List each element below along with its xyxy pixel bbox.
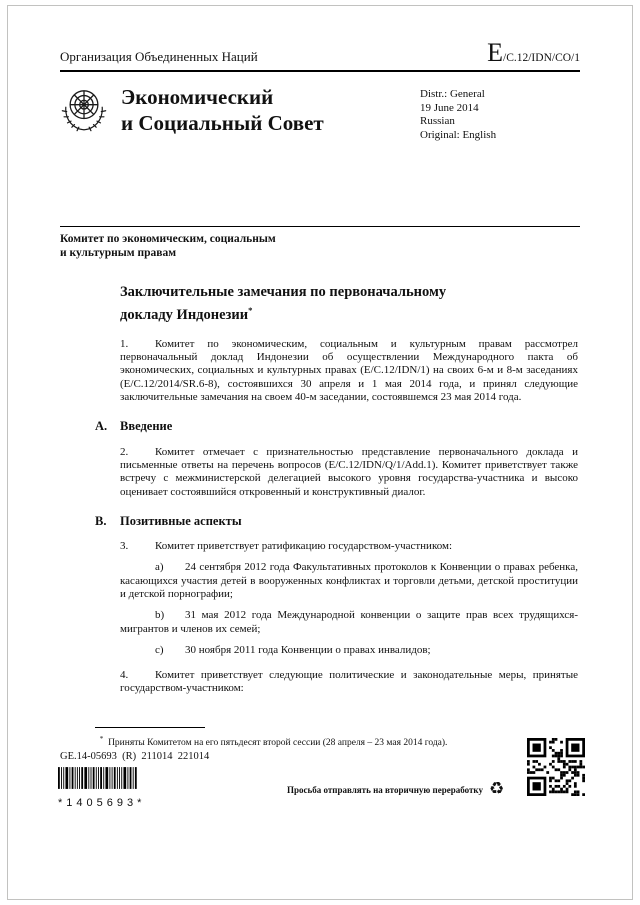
- paragraph-1-number: 1.: [120, 337, 129, 350]
- subparagraph-c-marker: c): [155, 643, 164, 656]
- subparagraph-a-marker: a): [155, 561, 164, 574]
- paragraph-2-number: 2.: [120, 445, 129, 458]
- footnote-text: Приняты Комитетом на его пятьдесят второй сессии (28 апреля – 23 мая 2014 года).: [108, 738, 448, 749]
- document-title: [120, 283, 578, 324]
- paragraph-3-number: 3.: [120, 540, 129, 553]
- council-title-line1: Экономический: [121, 85, 274, 109]
- committee-name-line2: и культурным правам: [60, 246, 177, 259]
- footnote: [95, 733, 540, 749]
- doc-symbol-letter: E: [487, 38, 503, 67]
- footnote-marker: *: [99, 735, 104, 743]
- recycle-note: [287, 781, 504, 798]
- subparagraph-a: [120, 561, 578, 601]
- section-a-heading: [95, 420, 578, 433]
- section-a-letter: A.: [95, 419, 108, 434]
- paragraph-1: [120, 338, 578, 404]
- council-title-line2: и Социальный Совет: [121, 111, 324, 135]
- subparagraph-c: [120, 644, 578, 657]
- qr-code: [527, 738, 585, 796]
- original-line: Original: English: [420, 128, 497, 141]
- document-title-line1: Заключительные замечания по первоначальному: [120, 284, 447, 300]
- recycle-note-text: Просьба отправлять на вторичную переработку: [287, 784, 483, 795]
- doc-symbol-number: /C.12/IDN/CO/1: [503, 52, 580, 64]
- header-rule: [60, 70, 580, 72]
- paragraph-3: [120, 540, 578, 553]
- section-b-heading: [95, 515, 578, 528]
- paragraph-4: [120, 669, 578, 696]
- subparagraph-a-text: 24 сентября 2012 года Факультативных протоколов к Конвенции о правах ребенка, касающихся участия детей в вооруженных конфликтах и торговли детьми, детской проституции и детской порнографии;: [120, 561, 578, 600]
- section-b-letter: B.: [95, 513, 107, 528]
- paragraph-4-text: Комитет приветствует следующие политические и законодательные меры, принятые государством-участником:: [120, 669, 578, 695]
- paragraph-2: [120, 446, 578, 499]
- section-a-title: Введение: [120, 419, 173, 434]
- paragraph-3-text: Комитет приветствует ратификацию государством-участником:: [155, 540, 453, 553]
- title-footnote-marker: *: [248, 305, 253, 315]
- ge-number: GE.14-05693 (R) 211014 221014: [60, 751, 210, 762]
- subparagraph-b-text: 31 мая 2012 года Международной конвенции о защите прав всех трудящихся-мигрантов и членов их семей;: [120, 609, 578, 635]
- recycle-icon: ♻: [488, 779, 505, 799]
- org-name: Организация Объединенных Наций: [60, 49, 258, 64]
- date-line: 19 June 2014: [420, 101, 479, 114]
- language-line: Russian: [420, 115, 455, 127]
- document-title-line2: докладу Индонезии*: [120, 305, 253, 323]
- footnote-rule: [95, 727, 205, 728]
- paragraph-1-text: Комитет по экономическим, социальным и культурным правам рассмотрел первоначальный доклад Индонезии об осуществлении Международного пакта об экономических, социальных и культурных правах (E/C.12/IDN/1) на своих 6-м и 8-м заседаниях (E/C.12/2014/SR.6-8), состоявшихся 30 апреля и 1 мая 2014 года, и принял следующие заключительные замечания на своем 40-м заседании, состоявшемся 23 мая 2014 года.: [120, 337, 578, 404]
- council-title: [121, 84, 324, 136]
- barcode-text: *1405693*: [58, 797, 146, 809]
- un-emblem-icon: [58, 82, 110, 136]
- paragraph-2-text: Комитет отмечает с признательностью представление первоначального доклада и письменные ответы на перечень вопросов (E/C.12/IDN/Q/1/Add.1). Комитет приветствует также встречу с межминистерской делегацией высокого уровня государства-участника и высоко оценивает состоявшийся откровенный и конструктивный диалог.: [120, 445, 578, 498]
- barcode: [58, 766, 144, 809]
- subparagraph-b: [120, 609, 578, 636]
- doc-symbol: [420, 40, 580, 66]
- subparagraph-c-text: 30 ноября 2011 года Конвенции о правах инвалидов;: [185, 643, 431, 656]
- barcode-bars: [58, 766, 138, 790]
- distr-block: [420, 88, 496, 142]
- distr-line: Distr.: General: [420, 88, 485, 100]
- committee-name: [60, 233, 276, 260]
- paragraph-4-number: 4.: [120, 669, 129, 682]
- document-body: [95, 283, 578, 696]
- subparagraph-b-marker: b): [155, 609, 165, 622]
- committee-name-line1: Комитет по экономическим, социальным: [60, 233, 276, 245]
- section-b-title: Позитивные аспекты: [120, 513, 242, 528]
- divider-rule: [60, 226, 580, 227]
